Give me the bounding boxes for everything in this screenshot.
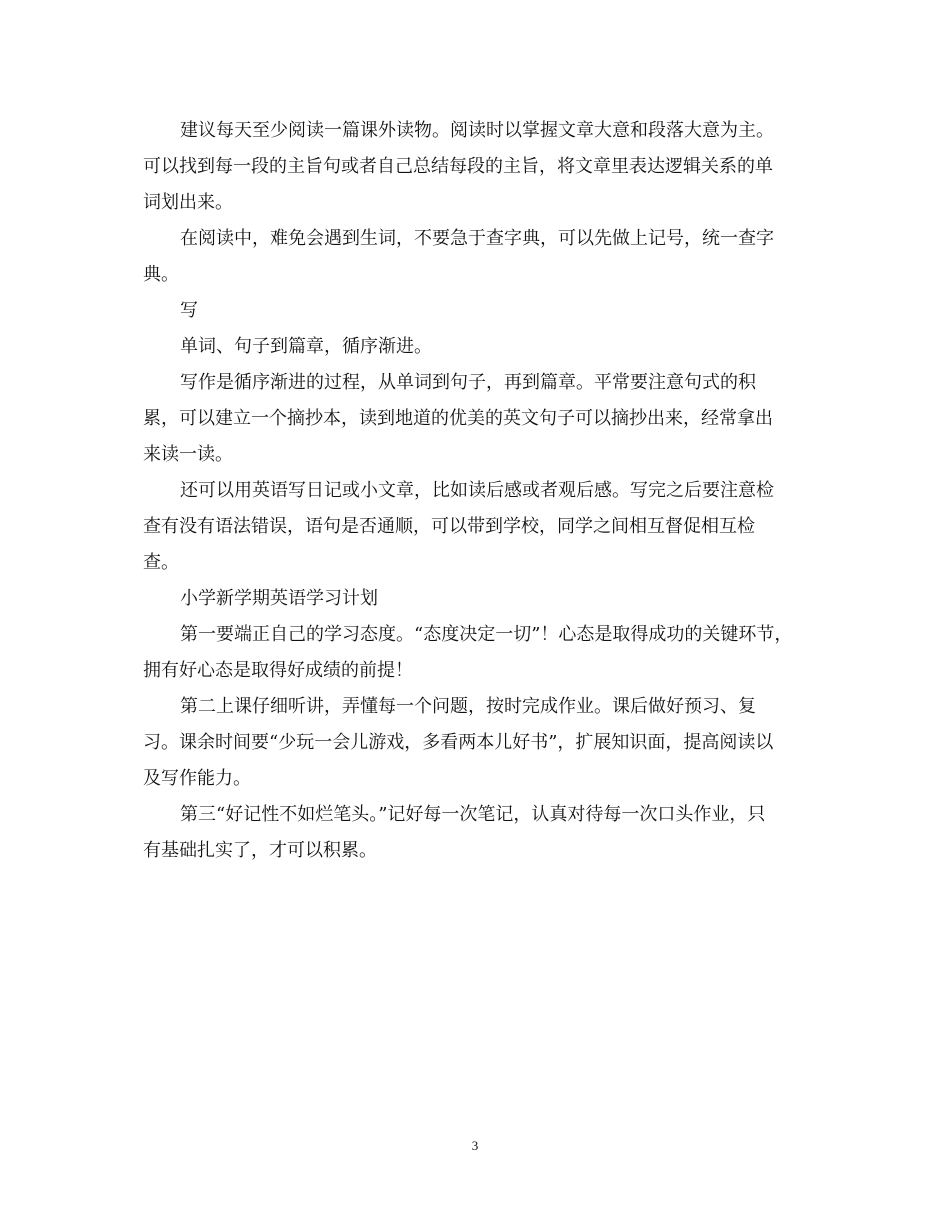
paragraph — [143, 797, 803, 869]
text-line: 查有没有语法错误，语句是否通顺，可以带到学校，同学之间相互督促相互检 — [143, 516, 755, 537]
text-line: 建议每天至少阅读一篇课外读物。阅读时以掌握文章大意和段落大意为主。 — [180, 120, 774, 141]
page-number: 3 — [471, 1138, 479, 1153]
text-line: 在阅读中，难免会遇到生词，不要急于查字典，可以先做上记号，统一查字 — [180, 228, 774, 249]
heading-text: 写 — [180, 300, 198, 321]
text-line: 写作是循序渐进的过程，从单词到句子，再到篇章。平常要注意句式的积 — [180, 372, 756, 393]
text-line: 单词、句子到篇章，循序渐进。 — [180, 336, 432, 357]
text-line: 可以找到每一段的主旨句或者自己总结每段的主旨，将文章里表达逻辑关系的单 — [143, 156, 773, 177]
text-line: 第三“好记性不如烂笔头。”记好每一次笔记，认真对待每一次口头作业，只 — [180, 804, 766, 825]
paragraph — [143, 689, 803, 797]
paragraph — [143, 473, 803, 581]
paragraph — [143, 365, 803, 473]
text-line: 有基础扎实了，才可以积累。 — [143, 840, 377, 861]
text-line: 词划出来。 — [143, 192, 233, 213]
text-line: 习。课余时间要“少玩一会儿游戏，多看两本儿好书”，扩展知识面，提高阅读以 — [143, 732, 774, 753]
text-line: 累，可以建立一个摘抄本，读到地道的优美的英文句子可以摘抄出来，经常拿出 — [143, 408, 773, 429]
text-line: 来读一读。 — [143, 444, 233, 465]
text-line: 及写作能力。 — [143, 768, 251, 789]
paragraph — [143, 329, 803, 365]
text-line: 典。 — [143, 264, 179, 285]
text-line: 第一要端正自己的学习态度。“态度决定一切”！心态是取得成功的关键环节， — [180, 624, 793, 645]
text-line: 查。 — [143, 552, 179, 573]
heading-text: 小学新学期英语学习计划 — [180, 588, 378, 609]
section-heading — [143, 293, 803, 329]
text-line: 还可以用英语写日记或小文章，比如读后感或者观后感。写完之后要注意检 — [180, 480, 774, 501]
section-heading — [143, 581, 803, 617]
text-line: 拥有好心态是取得好成绩的前提！ — [143, 660, 413, 681]
text-line: 第二上课仔细听讲，弄懂每一个问题，按时完成作业。课后做好预习、复 — [180, 696, 756, 717]
paragraph — [143, 113, 803, 221]
paragraph — [143, 221, 803, 293]
paragraph — [143, 617, 803, 689]
document-body — [143, 113, 803, 869]
